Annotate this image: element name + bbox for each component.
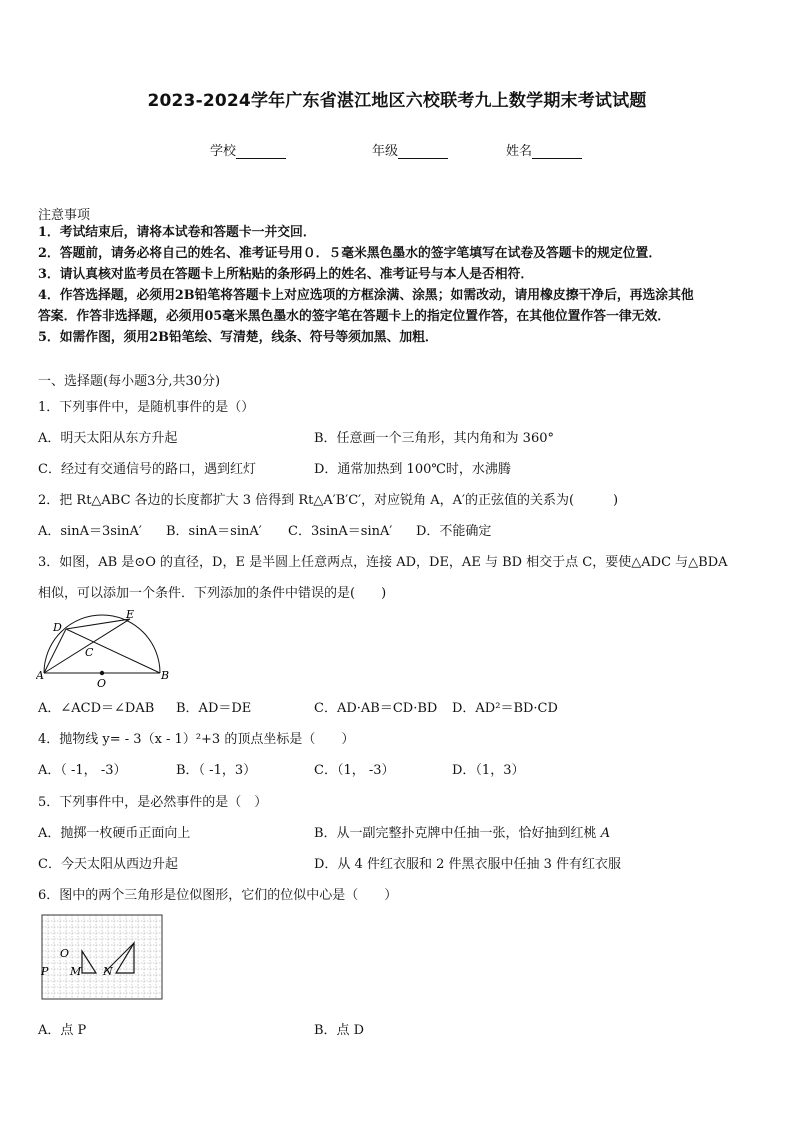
section-heading: 一、选择题(每小题3分,共30分) bbox=[38, 374, 221, 389]
school-label: 学校 bbox=[210, 144, 237, 159]
q3-option-a: A．∠ACD＝∠DAB bbox=[38, 701, 155, 716]
q1-stem: 1．下列事件中，是随机事件的是（） bbox=[38, 400, 255, 415]
q3-option-b: B．AD＝DE bbox=[176, 701, 252, 716]
q2-option-d: D．不能确定 bbox=[416, 524, 492, 539]
grade-field bbox=[372, 140, 448, 159]
name-blank bbox=[532, 144, 582, 159]
grade-blank bbox=[398, 144, 448, 159]
school-blank bbox=[236, 144, 286, 159]
q5-option-c: C．今天太阳从西边升起 bbox=[38, 857, 178, 872]
q2-option-a: A．sinA＝3sinA′ bbox=[38, 524, 142, 539]
label-m: M bbox=[70, 965, 82, 978]
name-label: 姓名 bbox=[506, 144, 533, 159]
label-a: A bbox=[36, 669, 44, 682]
q5-option-a: A．抛掷一枚硬币正面向上 bbox=[38, 826, 191, 841]
notice-heading: 注意事项 bbox=[38, 208, 91, 223]
label-n: N bbox=[103, 965, 113, 978]
label-b: B bbox=[161, 669, 170, 682]
q4-option-d: D．（1，3） bbox=[452, 763, 525, 778]
q3-option-d: D．AD²＝BD·CD bbox=[452, 701, 558, 716]
q2-option-b: B．sinA＝sinA′ bbox=[166, 524, 262, 539]
q4-option-c: C．（1， -3） bbox=[314, 763, 395, 778]
semicircle-figure bbox=[36, 607, 176, 689]
q1-option-d: D．通常加热到 100℃时，水沸腾 bbox=[314, 462, 511, 477]
q3-option-c: C．AD·AB＝CD·BD bbox=[314, 701, 438, 716]
q1-option-a: A．明天太阳从东方升起 bbox=[38, 431, 178, 446]
notice-item-4: 4．作答选择题，必须用2B铅笔将答题卡上对应选项的方框涂满、涂黑；如需改动，请用橡皮擦干净后，再选涂其他 bbox=[38, 288, 694, 303]
label-e: E bbox=[126, 608, 135, 621]
notice-item-2: 2．答题前，请务必将自己的姓名、准考证号用０．５毫米黑色墨水的签字笔填写在试卷及答题卡的规定位置． bbox=[38, 246, 662, 261]
school-field bbox=[210, 140, 286, 159]
q4-option-b: B．（ -1，3） bbox=[176, 763, 257, 778]
page-title: 2023-2024学年广东省湛江地区六校联考九上数学期末考试试题 bbox=[147, 91, 647, 111]
notice-item-3: 3．请认真核对监考员在答题卡上所粘贴的条形码上的姓名、准考证号与本人是否相符． bbox=[38, 267, 534, 282]
grade-label: 年级 bbox=[372, 144, 399, 159]
q2-stem: 2．把 Rt△ABC 各边的长度都扩大 3 倍得到 Rt△A′B′C′，对应锐角 A，A′的正弦值的关系为( ) bbox=[38, 493, 619, 508]
q5-option-b bbox=[314, 822, 610, 841]
q5-stem: 5．下列事件中，是必然事件的是（ ） bbox=[38, 795, 268, 810]
segment-de bbox=[66, 619, 130, 629]
q6-option-b: B．点 D bbox=[314, 1023, 365, 1038]
name-field bbox=[506, 140, 582, 159]
q6-stem: 6．图中的两个三角形是位似图形，它们的位似中心是（ ） bbox=[38, 888, 398, 903]
q5-option-d: D．从 4 件红衣服和 2 件黑衣服中任抽 3 件有红衣服 bbox=[314, 857, 622, 872]
q5-option-b-text: B．从一副完整扑克牌中任抽一张，恰好抽到红桃 bbox=[314, 826, 601, 841]
center-point-o bbox=[100, 671, 104, 675]
notice-item-1: 1．考试结束后，请将本试卷和答题卡一并交回． bbox=[38, 225, 316, 240]
similar-triangles-grid-figure bbox=[40, 913, 166, 1003]
label-p: P bbox=[41, 965, 49, 978]
label-o: O bbox=[97, 677, 107, 689]
q1-option-b: B．任意画一个三角形，其内角和为 360° bbox=[314, 431, 554, 446]
q1-option-c: C．经过有交通信号的路口，遇到红灯 bbox=[38, 462, 256, 477]
label-o: O bbox=[60, 947, 70, 960]
q6-option-a: A．点 P bbox=[38, 1023, 87, 1038]
q2-option-c: C．3sinA＝sinA′ bbox=[288, 524, 393, 539]
q3-stem-line1: 3．如图，AB 是⊙O 的直径，D，E 是半圆上任意两点，连接 AD，DE，AE 与 BD 相交于点 C，要使△ADC 与△BDA bbox=[38, 555, 728, 570]
notice-item-5: 5．如需作图，须用2B铅笔绘、写清楚，线条、符号等须加黑、加粗． bbox=[38, 330, 438, 345]
q5-option-b-italic: A bbox=[600, 826, 611, 841]
q4-stem: 4．抛物线 y= - 3（x - 1）²+3 的顶点坐标是（ ） bbox=[38, 732, 355, 747]
q4-option-a: A．（ -1， -3） bbox=[38, 763, 127, 778]
label-c: C bbox=[85, 646, 94, 659]
q3-stem-line2: 相似，可以添加一个条件．下列添加的条件中错误的是( ) bbox=[38, 586, 387, 601]
notice-item-4-cont: 答案．作答非选择题，必须用05毫米黑色墨水的签字笔在答题卡上的指定位置作答，在其他位置作答一律无效． bbox=[38, 309, 671, 324]
label-d: D bbox=[53, 621, 62, 634]
